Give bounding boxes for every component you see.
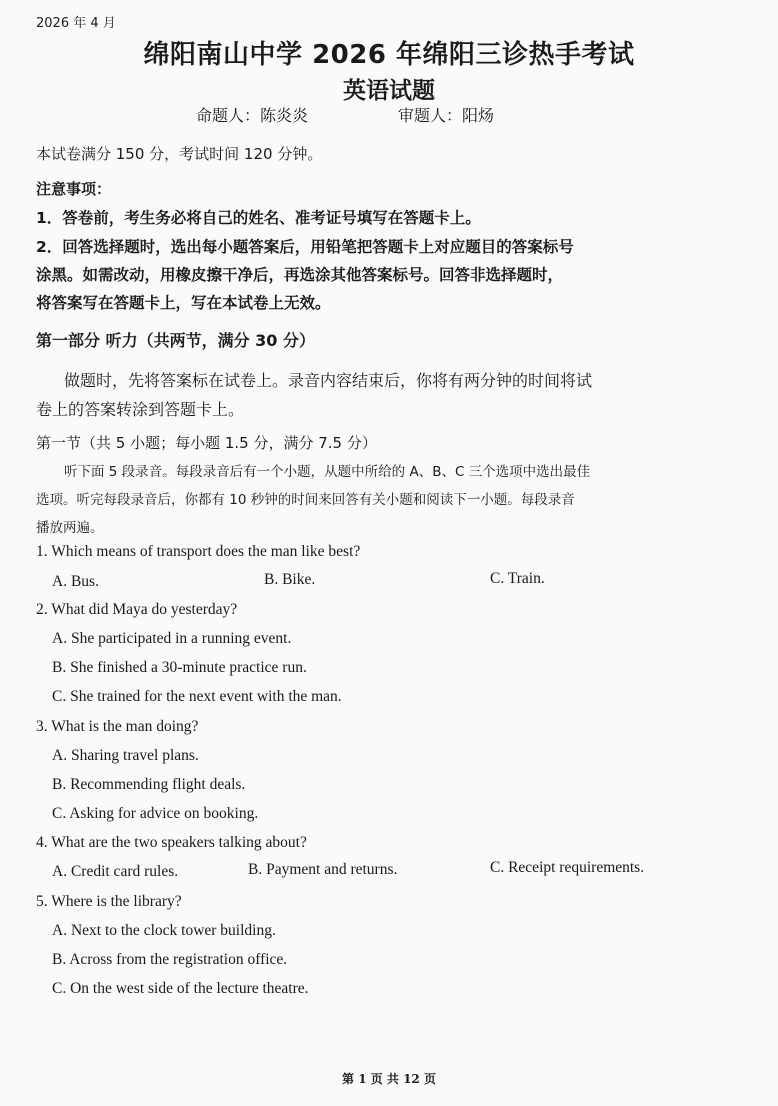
notice-line: 1．答卷前，考生务必将自己的姓名、准考证号填写在答题卡上。 bbox=[36, 209, 481, 227]
part-intro-line: 做题时，先将答案标在试卷上。录音内容结束后，你将有两分钟的时间将试 bbox=[64, 371, 593, 390]
question-option: A. Bus. bbox=[52, 573, 99, 590]
question-option: A. Credit card rules. bbox=[52, 863, 179, 880]
notice-line: 涂黑。如需改动，用橡皮擦干净后，再选涂其他答案标号。回答非选择题时， bbox=[36, 266, 564, 284]
question-option: C. Train. bbox=[490, 570, 545, 587]
question-option: C. On the west side of the lecture theatre. bbox=[52, 980, 309, 997]
question-option: A. Sharing travel plans. bbox=[52, 747, 199, 764]
question-stem: 2. What did Maya do yesterday? bbox=[36, 601, 238, 618]
question-option: B. Recommending flight deals. bbox=[52, 776, 246, 793]
notice-line: 将答案写在答题卡上，写在本试卷上无效。 bbox=[36, 294, 331, 312]
question-stem: 3. What is the man doing? bbox=[36, 718, 199, 735]
reviewer: 审题人：阳炀 bbox=[398, 106, 495, 125]
page-number: 第 1 页 共 12 页 bbox=[342, 1072, 436, 1086]
question-option: C. Receipt requirements. bbox=[490, 859, 645, 876]
exam-subtitle: 英语试题 bbox=[343, 78, 435, 104]
question-option: A. Next to the clock tower building. bbox=[52, 922, 276, 939]
notice-line: 2．回答选择题时，选出每小题答案后，用铅笔把答题卡上对应题目的答案标号 bbox=[36, 238, 574, 256]
exam-date: 2026 年 4 月 bbox=[36, 16, 116, 31]
section-instruction-line: 听下面 5 段录音。每段录音后有一个小题，从题中所给的 A、B、C 三个选项中选出最佳 bbox=[64, 464, 591, 480]
question-stem: 4. What are the two speakers talking about? bbox=[36, 834, 307, 851]
question-stem: 1. Which means of transport does the man like best? bbox=[36, 543, 361, 560]
part-intro-line: 卷上的答案转涂到答题卡上。 bbox=[36, 400, 245, 419]
section-instruction-line: 播放两遍。 bbox=[36, 520, 104, 536]
question-option: B. Payment and returns. bbox=[248, 861, 398, 878]
question-option: B. She finished a 30-minute practice run. bbox=[52, 659, 307, 676]
question-option: C. She trained for the next event with the man. bbox=[52, 688, 342, 705]
question-option: A. She participated in a running event. bbox=[52, 630, 292, 647]
question-option: C. Asking for advice on booking. bbox=[52, 805, 259, 822]
question-option: B. Bike. bbox=[264, 571, 316, 588]
notice-heading: 注意事项： bbox=[36, 180, 112, 198]
section-heading: 第一节（共 5 小题；每小题 1.5 分，满分 7.5 分） bbox=[36, 434, 377, 452]
section-instruction-line: 选项。听完每段录音后，你都有 10 秒钟的时间来回答有关小题和阅读下一小题。每段录音 bbox=[36, 492, 575, 508]
question-option: B. Across from the registration office. bbox=[52, 951, 288, 968]
part-heading: 第一部分 听力（共两节，满分 30 分） bbox=[36, 331, 315, 350]
exam-info: 本试卷满分 150 分，考试时间 120 分钟。 bbox=[36, 145, 323, 163]
exam-title: 绵阳南山中学 2026 年绵阳三诊热手考试 bbox=[143, 40, 635, 70]
question-stem: 5. Where is the library? bbox=[36, 893, 182, 910]
author: 命题人：陈炎炎 bbox=[196, 106, 309, 125]
